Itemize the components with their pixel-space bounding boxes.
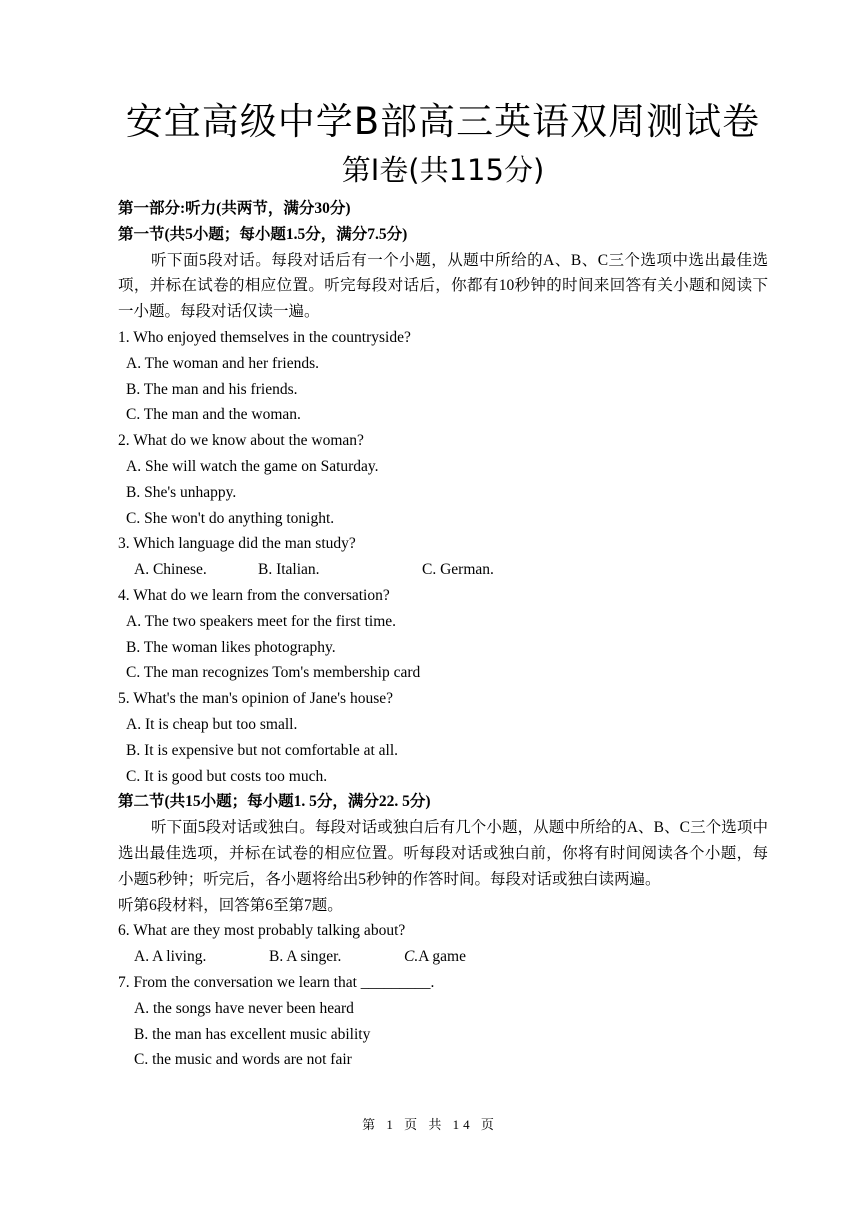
question-1-stem: 1. Who enjoyed themselves in the countryside?: [118, 328, 411, 346]
question-7-option-b: B. the man has excellent music ability: [134, 1025, 371, 1043]
question-1-option-a: A. The woman and her friends.: [126, 354, 319, 372]
page-footer: 第 1 页 共 14 页: [362, 1117, 498, 1132]
question-3-options: [118, 557, 768, 583]
question-6-option-c-letter: C.: [404, 948, 419, 966]
question-5-option-a: A. It is cheap but too small.: [126, 715, 298, 733]
question-3-option-c: C. German.: [422, 561, 494, 579]
question-2-option-a: A. She will watch the game on Saturday.: [126, 457, 379, 475]
exam-subtitle: 第Ⅰ卷(共115分): [341, 153, 545, 187]
question-2-option-b: B. She's unhappy.: [126, 483, 237, 501]
section1-heading: 第一节(共5小题；每小题1.5分，满分7.5分): [118, 225, 408, 243]
question-2-stem: 2. What do we know about the woman?: [118, 432, 364, 450]
question-5-option-b: B. It is expensive but not comfortable at all.: [126, 741, 399, 759]
question-5-stem: 5. What's the man's opinion of Jane's house?: [118, 690, 393, 708]
question-5-option-c: C. It is good but costs too much.: [126, 767, 328, 785]
question-4-option-a: A. The two speakers meet for the first time.: [126, 612, 397, 630]
question-3-stem: 3. Which language did the man study?: [118, 535, 356, 553]
question-7-option-a: A. the songs have never been heard: [134, 999, 354, 1017]
question-6-option-c-text: A game: [418, 948, 466, 966]
question-7-stem: 7. From the conversation we learn that _________.: [118, 973, 435, 991]
section1-instructions: 听下面5段对话。每段对话后有一个小题，从题中所给的A、B、C三个选项中选出最佳选项，并标在试卷的相应位置。听完每段对话后，你都有10秒钟的时间来回答有关小题和阅读下一小题。每段对话仅读一遍。: [118, 251, 768, 321]
question-1-option-b: B. The man and his friends.: [126, 380, 298, 398]
question-6-options: [118, 944, 768, 970]
question-4-stem: 4. What do we learn from the conversation?: [118, 586, 390, 604]
question-7-option-c: C. the music and words are not fair: [134, 1051, 352, 1069]
material-6-note: 听第6段材料，回答第6至第7题。: [118, 896, 343, 914]
question-2-option-c: C. She won't do anything tonight.: [126, 509, 335, 527]
section2-instructions: 听下面5段对话或独白。每段对话或独白后有几个小题，从题中所给的A、B、C三个选项中选出最佳选项，并标在试卷的相应位置。听每段对话或独白前，你将有时间阅读各个小题，每小题5秒钟；听完后，各小题将给出5秒钟的作答时间。每段对话或独白读两遍。: [118, 819, 768, 888]
question-6-option-c: [404, 944, 466, 970]
question-6-stem: 6. What are they most probably talking about?: [118, 922, 406, 940]
question-4-option-c: C. The man recognizes Tom's membership card: [126, 664, 421, 682]
question-1-option-c: C. The man and the woman.: [126, 406, 301, 424]
question-6-option-b: B. A singer.: [269, 948, 342, 966]
question-4-option-b: B. The woman likes photography.: [126, 638, 336, 656]
section2-heading: 第二节(共15小题；每小题1. 5分，满分22. 5分): [118, 793, 431, 811]
question-6-option-a: A. A living.: [134, 948, 207, 966]
question-3-option-b: B. Italian.: [258, 561, 320, 579]
part1-heading: 第一部分:听力(共两节，满分30分): [118, 200, 351, 217]
exam-title: 安宜高级中学B部高三英语双周测试卷: [125, 100, 761, 143]
question-3-option-a: A. Chinese.: [134, 561, 207, 579]
exam-page: [118, 96, 768, 1073]
